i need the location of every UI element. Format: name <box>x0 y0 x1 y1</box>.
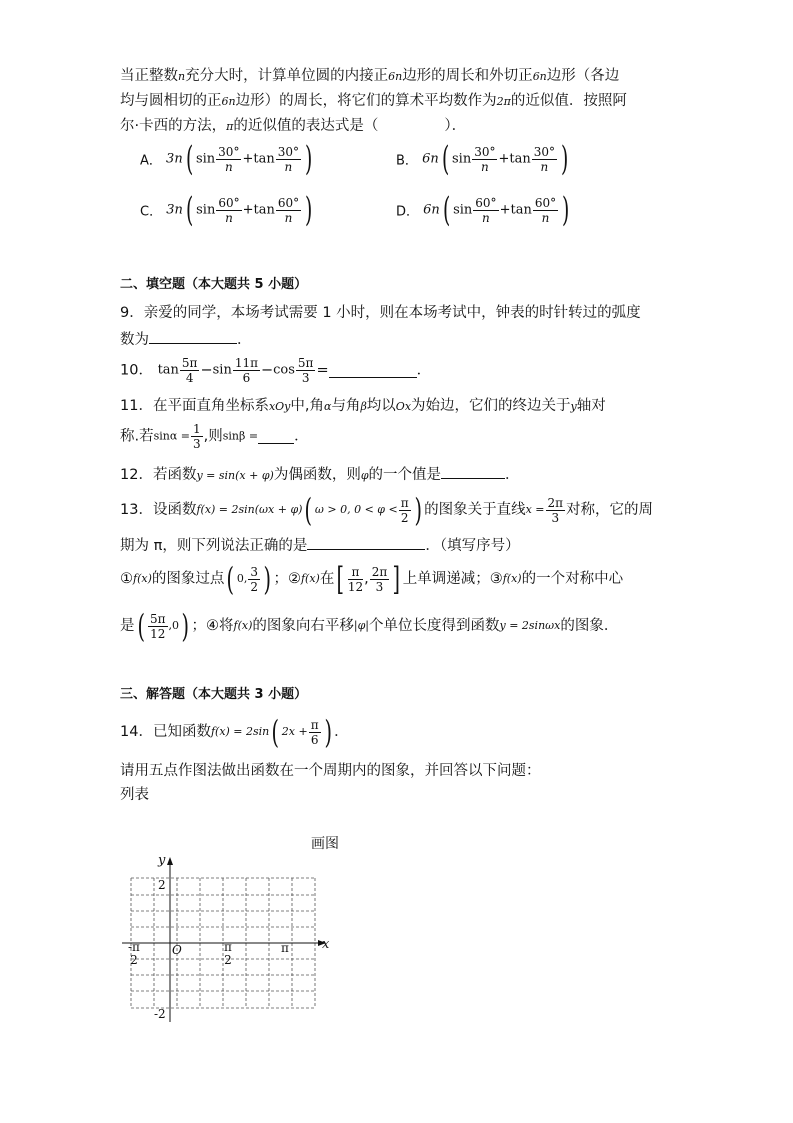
option-d: D． 6n( sin $\frac{60^\circ}{n}$ +tan $\frac{60^\circ}{n}$ ) <box>396 190 570 230</box>
q9-line1: 9．亲爱的同学，本场考试需要 1 小时，则在本场考试中，钟表的时针转过的弧度 <box>120 305 641 321</box>
origin-label: O <box>172 943 182 957</box>
q14-line1: 14．已知函数f(x) = 2sin( 2x + $\frac{\pi}{6}$ ) ． <box>120 713 349 751</box>
x-tick-pi: π <box>281 941 289 955</box>
x-tick-half-pi: π 2 <box>224 940 232 967</box>
q14-line2: 请用五点作图法做出函数在一个周期内的图象，并回答以下问题： <box>120 763 541 779</box>
y-axis-arrow <box>167 857 173 865</box>
option-a: A． 3n( sin $\frac{30^\circ}{n}$ +tan $\frac{30^\circ}{n}$ ) <box>140 139 313 179</box>
option-b: B． 6n( sin $\frac{30^\circ}{n}$ +tan $\frac{30^\circ}{n}$ ) <box>396 139 569 179</box>
q14-line3: 列表 <box>120 787 149 803</box>
section-3-title: 三、解答题（本大题共 3 小题） <box>120 687 308 702</box>
q8-line3: 尔·卡西的方法，π的近似值的表达式是（ ）． <box>120 118 467 134</box>
x-axis-label: x <box>322 937 330 952</box>
q9-line2: 数为 ． <box>120 329 252 350</box>
q8-line2: 均与圆相切的正6n边形）的周长，将它们的算术平均数作为2π的近似值．按照阿 <box>120 93 627 109</box>
section-2-title: 二、填空题（本大题共 5 小题） <box>120 277 308 292</box>
q12: 12．若函数y = sin(x + φ)为偶函数，则φ的一个值是 ． <box>120 464 520 486</box>
option-c: C． 3n( sin $\frac{60^\circ}{n}$ +tan $\frac{60^\circ}{n}$ ) <box>140 190 313 230</box>
q11-line2: 称.若sinα = $\frac{1}{3}$ ,则sinβ = ． <box>120 422 309 451</box>
y-axis-label: y <box>158 853 166 868</box>
q10: 10． tan $\frac{5\pi}{4}$ −sin $\frac{11\pi}{6}$ −cos $\frac{5\pi}{3}$ = ． <box>120 356 432 385</box>
q13-line2: 期为 π，则下列说法正确的是 ．（填写序号） <box>120 535 520 556</box>
q11-line1: 11．在平面直角坐标系xOy中,角α与角β均以Ox为始边，它们的终边关于y轴对 <box>120 398 606 414</box>
q8-line1: 当正整数n充分大时，计算单位圆的内接正6n边形的周长和外切正6n边形（各边 <box>120 68 620 84</box>
x-tick-minus-half-pi: -π 2 <box>128 940 140 967</box>
q13-line1: 13．设函数f(x) = 2sin(ωx + φ)( ω > 0, 0 < φ < $\frac{\pi}{2}$ ) 的图象关于直线x = $\frac{2\pi}{3}$ 对称，它的周 <box>120 491 654 529</box>
y-tick-minus-2: -2 <box>154 1007 166 1021</box>
q13-line3: ①f(x)的图象过点( 0, $\frac{3}{2}$ ) ；②f(x)在[ $\frac{\pi}{12}$ , $\frac{2\pi}{3}$ ] 上单调递减；③f(x)的一个对称中心 <box>120 560 624 598</box>
draw-label: 画图 <box>311 836 339 852</box>
y-tick-2: 2 <box>158 878 166 892</box>
q13-line4: 是( $\frac{5\pi}{12}$ ,0) ；④将f(x)的图象向右平移|φ|个单位长度得到函数y = 2sinωx的图象． <box>120 607 619 645</box>
